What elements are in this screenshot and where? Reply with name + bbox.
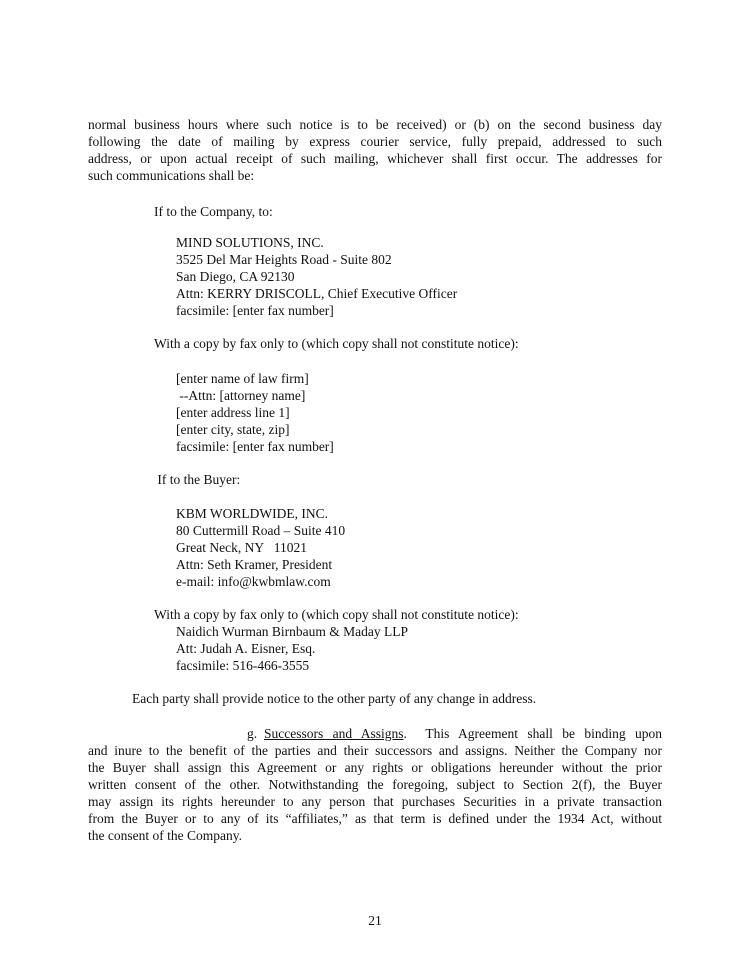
company-heading: If to the Company, to: bbox=[154, 204, 273, 219]
paragraph-line: address, or upon actual receipt of such mailing, whichever shall first occur. The addresses for bbox=[88, 151, 662, 166]
company-copy-address-block bbox=[176, 370, 334, 455]
address-line: e-mail: info@kwbmlaw.com bbox=[176, 574, 331, 589]
section-letter: g. bbox=[247, 726, 258, 741]
buyer-copy-heading: With a copy by fax only to (which copy shall not constitute notice): bbox=[154, 607, 519, 622]
section-g-first-line bbox=[88, 725, 662, 742]
section-g-lead-text: . This Agreement shall be binding upon bbox=[403, 726, 663, 741]
change-of-address-notice: Each party shall provide notice to the other party of any change in address. bbox=[132, 691, 537, 706]
address-line: --Attn: [attorney name] bbox=[176, 388, 306, 403]
address-line: San Diego, CA 92130 bbox=[176, 269, 295, 284]
section-g-lead bbox=[264, 725, 662, 742]
address-line: 3525 Del Mar Heights Road - Suite 802 bbox=[176, 252, 392, 267]
paragraph-line: and inure to the benefit of the parties and their successors and assigns. Neither the Company nor bbox=[88, 743, 662, 758]
buyer-heading: If to the Buyer: bbox=[154, 472, 241, 487]
paragraph-line: from the Buyer or to any of its “affiliates,” as that term is defined under the 1934 Act, without bbox=[88, 811, 662, 826]
paragraph-line: the Buyer shall assign this Agreement or any rights or obligations hereunder without the prior bbox=[88, 760, 662, 775]
paragraph-line: following the date of mailing by express courier service, fully prepaid, addressed to such bbox=[88, 134, 662, 149]
buyer-copy-address-block bbox=[176, 623, 408, 674]
address-line: Naidich Wurman Birnbaum & Maday LLP bbox=[176, 624, 409, 639]
address-line: [enter address line 1] bbox=[176, 405, 290, 420]
address-line: Great Neck, NY 11021 bbox=[176, 540, 307, 555]
address-line: MIND SOLUTIONS, INC. bbox=[176, 235, 324, 250]
paragraph-line: may assign its rights hereunder to any person that purchases Securities in a private transaction bbox=[88, 794, 662, 809]
opening-paragraph bbox=[88, 116, 662, 184]
address-line: Attn: Seth Kramer, President bbox=[176, 557, 333, 572]
company-copy-heading: With a copy by fax only to (which copy shall not constitute notice): bbox=[154, 336, 519, 351]
address-line: [enter name of law firm] bbox=[176, 371, 309, 386]
company-address-block bbox=[176, 234, 457, 319]
address-line: 80 Cuttermill Road – Suite 410 bbox=[176, 523, 346, 538]
address-line: KBM WORLDWIDE, INC. bbox=[176, 506, 328, 521]
page-number: 21 bbox=[368, 913, 382, 928]
address-line: facsimile: [enter fax number] bbox=[176, 303, 334, 318]
address-line: facsimile: 516-466-3555 bbox=[176, 658, 310, 673]
address-line: facsimile: [enter fax number] bbox=[176, 439, 334, 454]
buyer-address-block bbox=[176, 505, 345, 590]
address-line: Att: Judah A. Eisner, Esq. bbox=[176, 641, 316, 656]
paragraph-line: such communications shall be: bbox=[88, 168, 255, 183]
address-line: Attn: KERRY DRISCOLL, Chief Executive Officer bbox=[176, 286, 458, 301]
address-line: [enter city, state, zip] bbox=[176, 422, 290, 437]
section-heading: Successors and Assigns bbox=[264, 726, 404, 741]
paragraph-line: written consent of the other. Notwithstanding the foregoing, subject to Section 2(f), the Buyer bbox=[88, 777, 662, 792]
section-g-paragraph bbox=[88, 725, 662, 844]
paragraph-line: the consent of the Company. bbox=[88, 828, 242, 843]
paragraph-line: normal business hours where such notice is to be received) or (b) on the second business day bbox=[88, 117, 662, 132]
